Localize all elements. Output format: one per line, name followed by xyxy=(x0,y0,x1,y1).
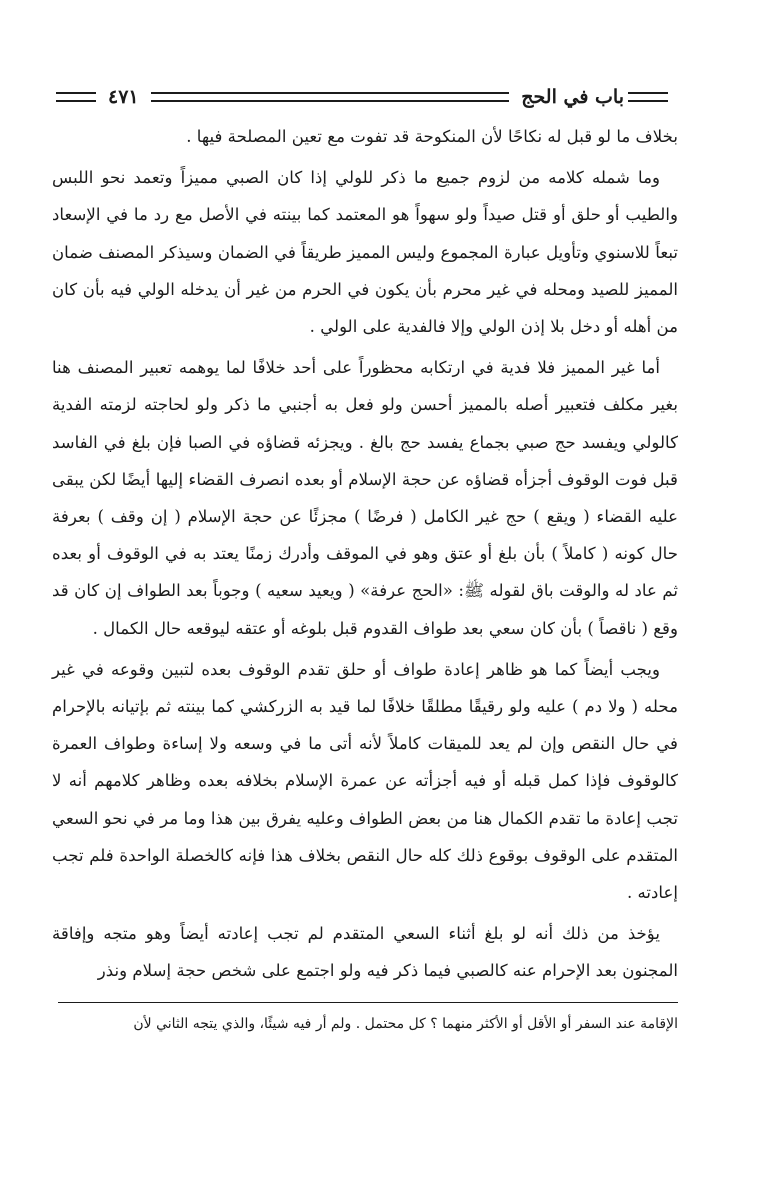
footnote-separator xyxy=(58,1002,678,1003)
page-number: ٤٧١ xyxy=(108,86,139,108)
book-page xyxy=(52,82,678,1051)
paragraph: بخلاف ما لو قبل له نكاحًا لأن المنكوحة قد تفوت مع تعين المصلحة فيها . xyxy=(186,127,678,146)
paragraph: أما غير المميز فلا فدية في ارتكابه محظوراً على أحد خلافًا لما يوهمه تعبير المصنف هنا بغير مكلف فتعبير أصله بالمميز أحسن ولو فعل به أجنبي ما ذكر ولو لحاجته لزمته الفدية كالولي ويفسد حج صبي بجماع يفسد حج بالغ . ويجزئه قضاؤه في الصبا فإن بلغ في الفاسد قبل فوت الوقوف أجزأه قضاؤه عن حجة الإسلام أو بعده انصرف القضاء إليها أيضًا لكن يبقى عليه القضاء ( ويقع ) حج غير الكامل ( فرضًا ) مجزئًا عن حجة الإسلام ( إن وقف ) بعرفة حال كونه ( كاملاً ) بأن بلغ أو عتق وهو في الموقف وأدرك زمنًا يعتد به في الوقوف أو بعده ثم عاد له والوقت باق لقوله ﷺ: «الحج عرفة» ( ويعيد سعيه ) وجوباً بعد الطواف إن كان قد وقع ( ناقصاً ) بأن كان سعي بعد طواف القدوم قبل بلوغه أو عتقه ليوقعه حال الكمال . xyxy=(52,358,678,638)
header-rule-right xyxy=(628,92,668,102)
paragraph: ويجب أيضاً كما هو ظاهر إعادة طواف أو حلق تقدم الوقوف بعده لتبين وقوعه في غير محله ( ولا دم ) عليه ولو رقيقًا مطلقًا خلافًا لما قيد به الزركشي كما بينته ثم بإتيانه بالإحرام في حال النقص وإن لم يعد للميقات كاملاً لأنه أتى ما في وسعه ولا إساءة وطواف العمرة كالوقوف فإذا كمل قبله أو فيه أجزأته عن عمرة الإسلام بخلافه بعده وظاهر كلامهم أنه لا تجب إعادة ما تقدم الكمال هنا من بعض الطواف وعليه يفرق بين هذا وما مر في نحو السعي المتقدم على الوقوف بوقوع ذلك كله حال النقص بخلاف هذا فإنه كالخصلة الواحدة فلم تجب إعادته . xyxy=(52,659,678,903)
page-body xyxy=(52,118,678,990)
chapter-title: باب في الحج xyxy=(521,86,624,108)
paragraph: وما شمله كلامه من لزوم جميع ما ذكر للولي إذا كان الصبي مميزاً وتعمد نحو اللبس والطيب أو حلق أو قتل صيداً ولو سهواً هو المعتمد كما بينته في الأصل مع رد ما في الإسعاد تبعاً للاسنوي وتأويل عبارة المجموع وليس المميز طريقاً في الضمان وسيذكر المصنف ضمان المميز للصيد ومحله في غير محرم بأن يكون في الحرم من غير أن يدخله الولي فيه بأن كان من أهله أو دخل بلا إذن الولي وإلا فالفدية على الولي . xyxy=(52,168,678,337)
paragraph: يؤخذ من ذلك أنه لو بلغ أثناء السعي المتقدم لم تجب إعادته أيضاً وهو متجه وإفاقة المجنون بعد الإحرام عنه كالصبي فيما ذكر فيه ولو اجتمع على شخص حجة إسلام ونذر xyxy=(52,924,678,981)
running-header xyxy=(52,82,678,112)
header-rule-middle xyxy=(151,92,510,102)
footnote: الإقامة عند السفر أو الأقل أو الأكثر منهما ؟ كل محتمل . ولم أر فيه شيئًا، والذي يتجه الثاني لأن xyxy=(133,1015,678,1032)
header-rule-left xyxy=(56,92,96,102)
